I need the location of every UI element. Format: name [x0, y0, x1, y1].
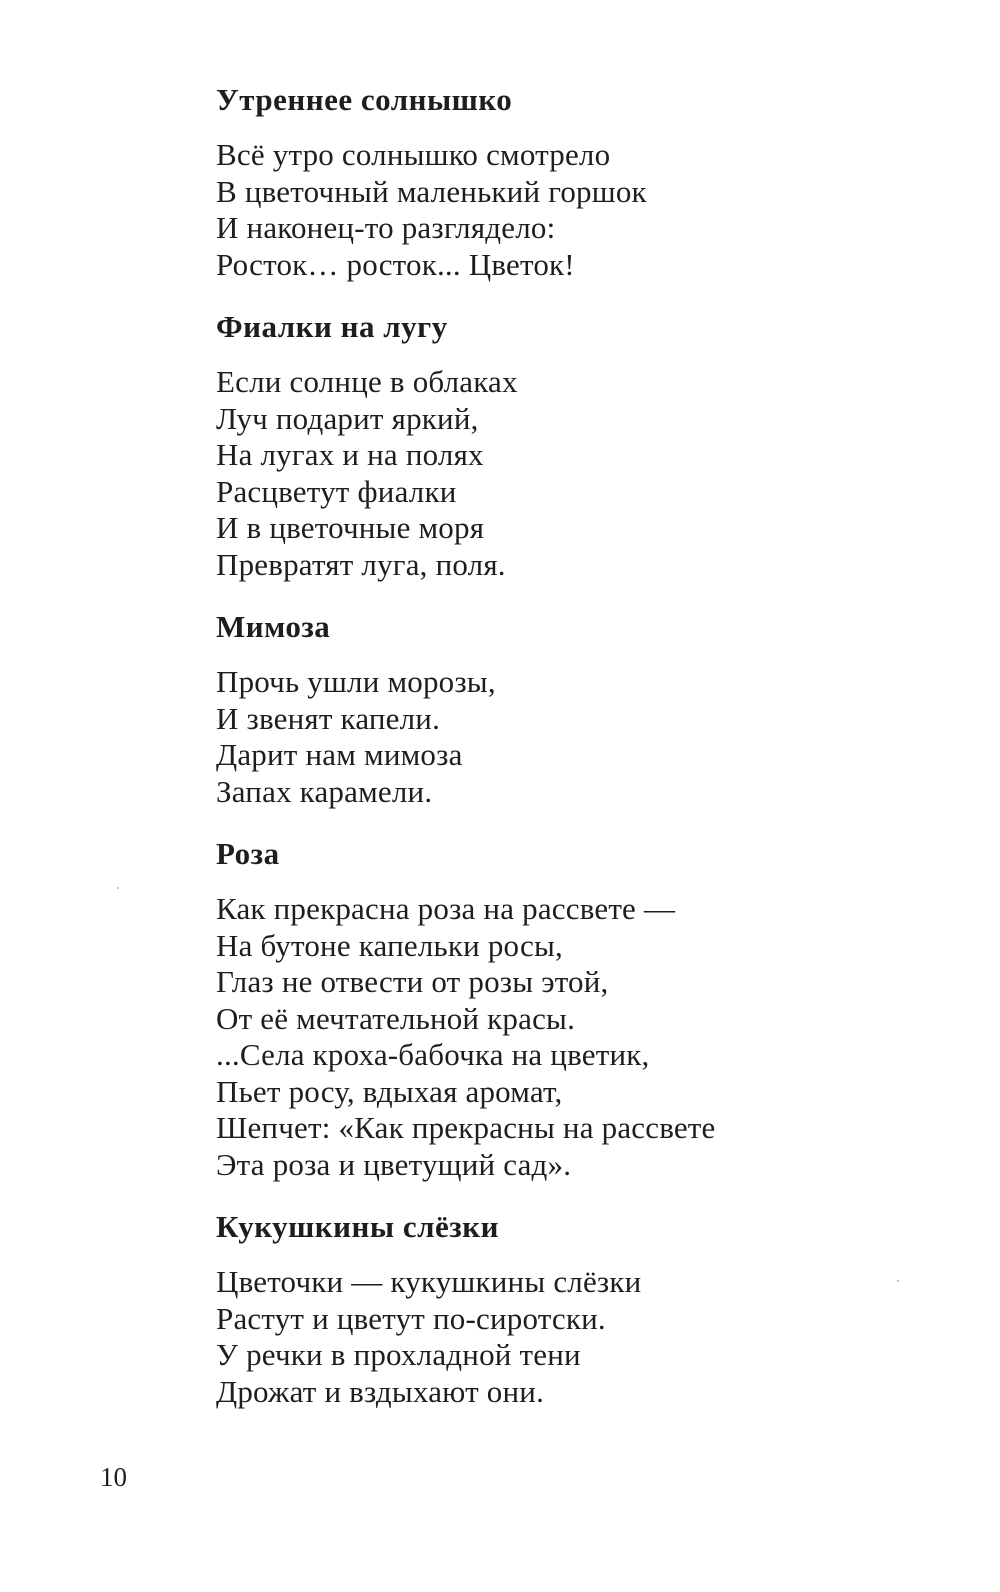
poem-line: Цветочки — кукушкины слёзки: [216, 1264, 642, 1299]
poem-line: От её мечтательной красы.: [216, 1000, 576, 1036]
poem-fialki-na-lugu: [216, 307, 956, 583]
poem-line: Расцветут фиалки: [216, 473, 457, 509]
poem-line: Если солнце в облаках: [216, 364, 518, 399]
poem-line: Росток… росток... Цветок!: [216, 246, 575, 282]
poem-utrennee-solnyshko: [216, 80, 956, 283]
poem-stanza: [216, 664, 956, 810]
poem-line: Прочь ушли морозы,: [216, 664, 496, 699]
poem-line: Как прекрасна роза на рассвете —: [216, 891, 676, 926]
poem-title: Роза: [216, 836, 280, 871]
poem-line: На лугах и на полях: [216, 437, 484, 472]
poem-line: Пьет росу, вдыхая аромат,: [216, 1073, 563, 1109]
paper-speck: [897, 1280, 899, 1282]
poem-line: Превратят луга, поля.: [216, 546, 506, 582]
poem-stanza: [216, 364, 956, 583]
poem-line: Растут и цветут по-сиротски.: [216, 1300, 606, 1336]
poem-line: Луч подарит яркий,: [216, 400, 479, 436]
poem-stanza: [216, 137, 956, 283]
poem-title: Кукушкины слёзки: [216, 1209, 499, 1244]
poem-line: И звенят капели.: [216, 700, 441, 736]
poem-line: Шепчет: «Как прекрасны на рассвете: [216, 1110, 716, 1145]
poem-line: Дрожат и вздыхают они.: [216, 1373, 545, 1409]
page-number: 10: [100, 1462, 127, 1492]
poem-line: Дарит нам мимоза: [216, 737, 463, 772]
poem-title: Фиалки на лугу: [216, 309, 448, 344]
poem-line: Всё утро солнышко смотрело: [216, 137, 611, 172]
poem-line: На бутоне капельки росы,: [216, 927, 563, 963]
poem-line: ...Села кроха-бабочка на цветик,: [216, 1037, 650, 1072]
poem-line: У речки в прохладной тени: [216, 1337, 581, 1372]
poem-roza: [216, 834, 956, 1183]
poem-line: И наконец-то разглядело:: [216, 210, 556, 245]
poem-mimoza: [216, 607, 956, 810]
poem-line: Глаз не отвести от розы этой,: [216, 964, 609, 999]
poem-title: Мимоза: [216, 609, 331, 644]
poem-title: Утреннее солнышко: [216, 82, 513, 117]
poem-kukushkiny-slezki: [216, 1207, 956, 1410]
poem-line: В цветочный маленький горшок: [216, 173, 647, 209]
poem-stanza: [216, 891, 956, 1183]
poem-stanza: [216, 1264, 956, 1410]
poem-line: И в цветочные моря: [216, 510, 485, 545]
poem-collection: [216, 80, 956, 1410]
poem-line: Эта роза и цветущий сад».: [216, 1146, 572, 1182]
poem-line: Запах карамели.: [216, 773, 433, 809]
paper-speck: [117, 887, 119, 889]
